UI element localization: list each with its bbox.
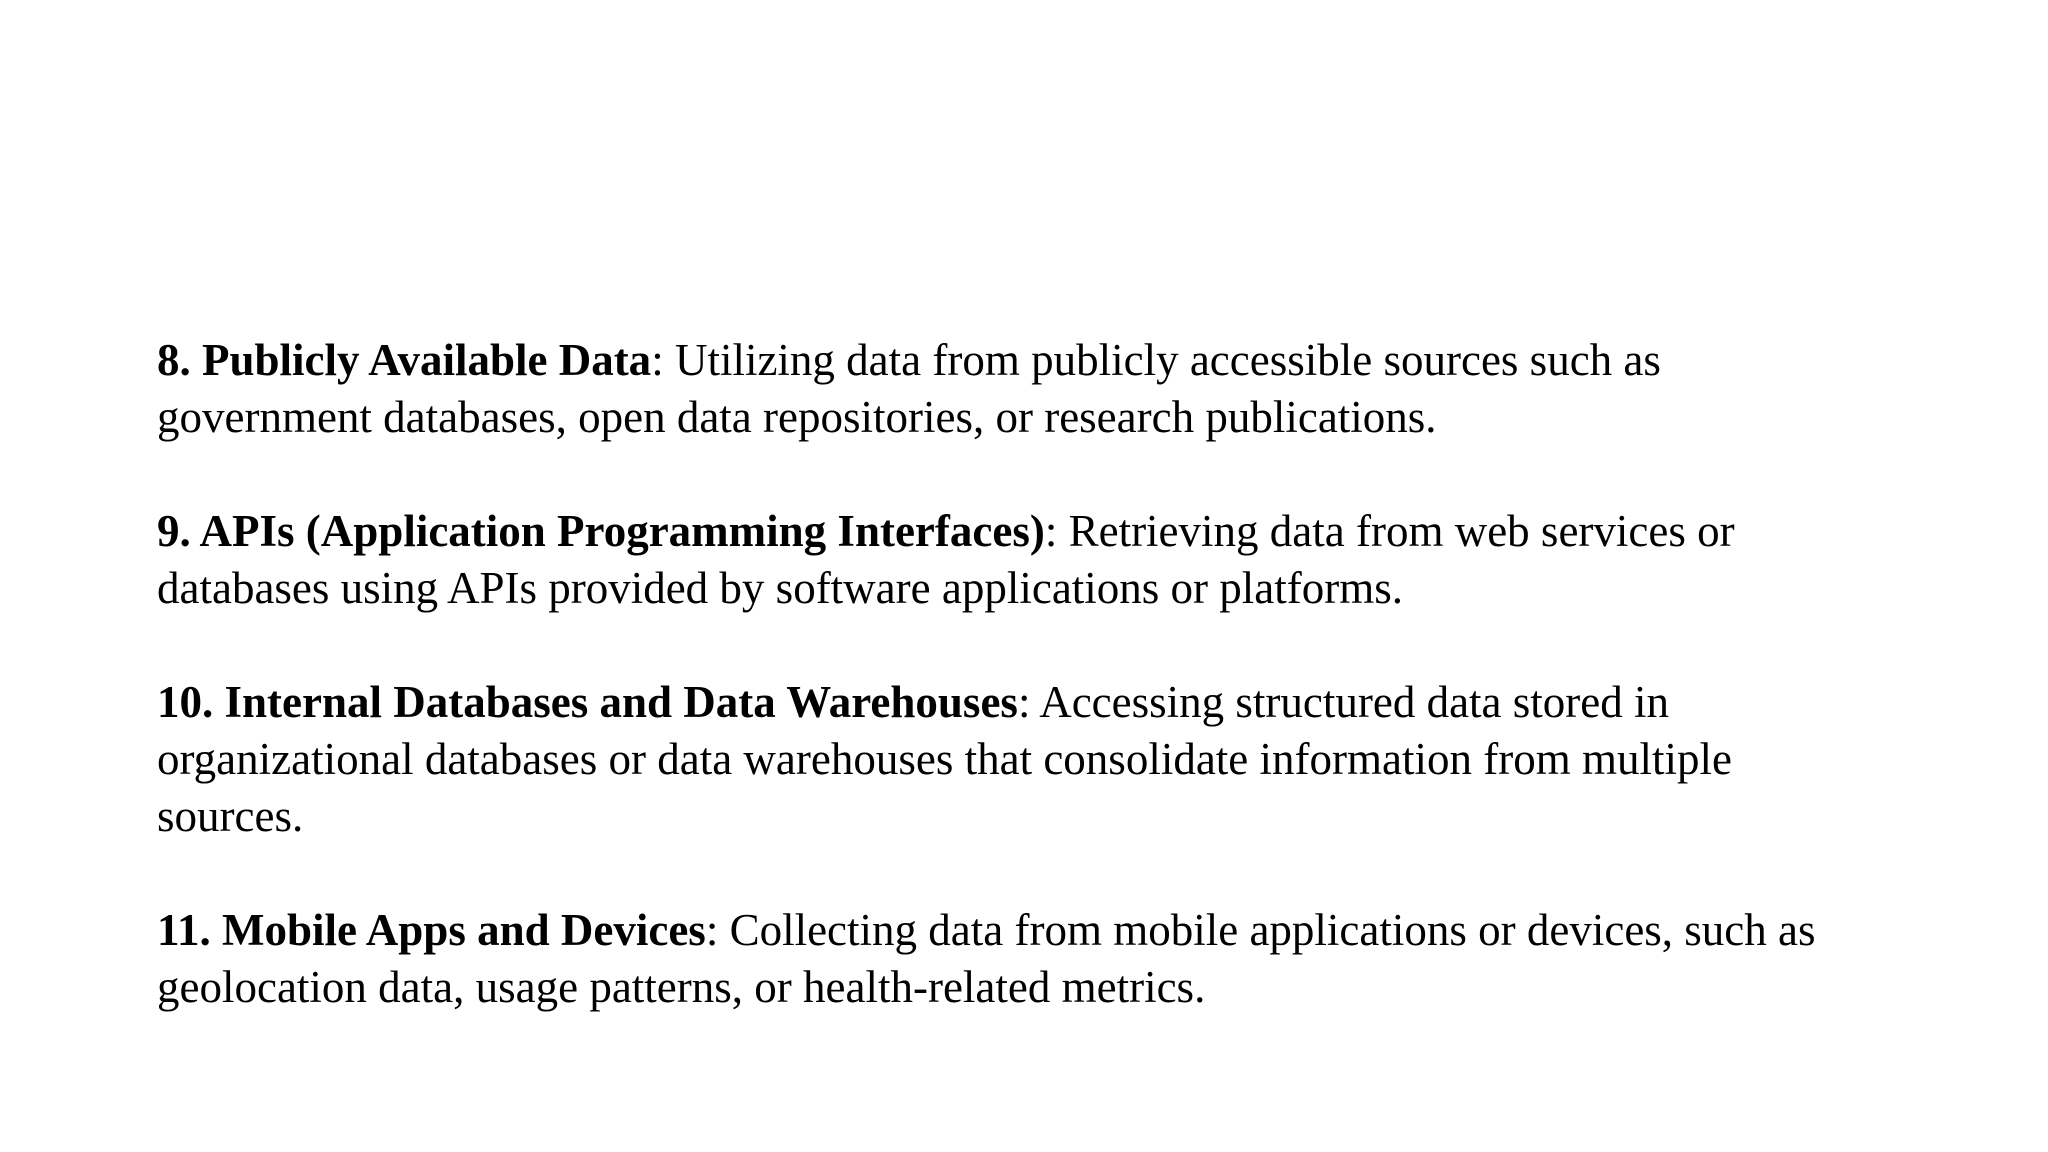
item-term: 8. Publicly Available Data <box>157 335 652 385</box>
item-term: 9. APIs (Application Programming Interfaces) <box>157 506 1045 556</box>
item-description: : Accessing structured data stored in organizational databases or data warehouses that consolidate information from multiple sources. <box>157 677 1732 841</box>
list-item-publicly-available-data <box>157 332 1887 446</box>
list-item-apis <box>157 503 1887 617</box>
item-description: : Collecting data from mobile applications or devices, such as geolocation data, usage patterns, or health-related metrics. <box>157 905 1816 1012</box>
item-description: : Utilizing data from publicly accessible sources such as government databases, open data repositories, or research publications. <box>157 335 1661 442</box>
item-description: : Retrieving data from web services or databases using APIs provided by software applications or platforms. <box>157 506 1735 613</box>
list-item-mobile-apps <box>157 902 1887 1016</box>
item-term: 11. Mobile Apps and Devices <box>157 905 706 955</box>
data-sources-list <box>157 332 1887 1016</box>
item-term: 10. Internal Databases and Data Warehouses <box>157 677 1018 727</box>
list-item-internal-databases <box>157 674 1887 845</box>
